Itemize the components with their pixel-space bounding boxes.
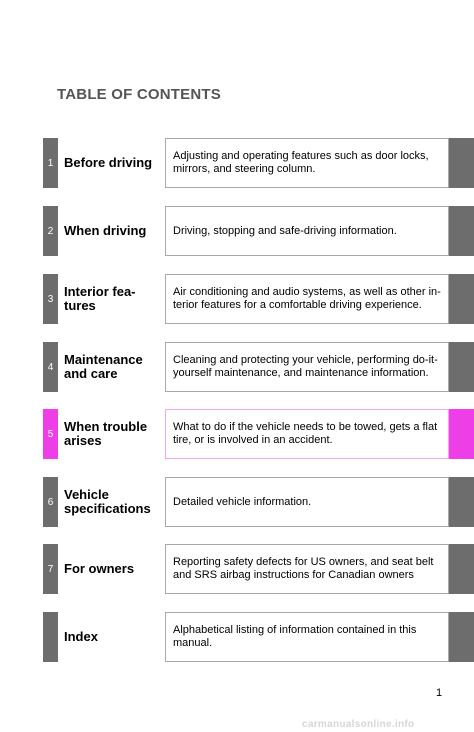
chapter-description-box [165, 544, 449, 594]
toc-row-before-driving[interactable] [0, 138, 474, 188]
chapter-title-text: When driving [64, 223, 147, 238]
toc-row-when-trouble-arises[interactable] [0, 409, 474, 459]
chapter-title-text: Maintenance and care [64, 352, 143, 381]
chapter-tab[interactable] [43, 544, 58, 594]
toc-row-vehicle-specifications[interactable] [0, 477, 474, 527]
edge-tab[interactable] [449, 274, 474, 324]
chapter-title[interactable] [64, 206, 160, 256]
toc-row-index[interactable] [0, 612, 474, 662]
edge-tab[interactable] [449, 409, 474, 459]
chapter-description: Driving, stopping and safe-driving information. [173, 224, 397, 237]
chapter-number: 5 [47, 428, 54, 440]
chapter-tab[interactable] [43, 342, 58, 392]
chapter-description: What to do if the vehicle needs to be towed, gets a flat tire, or is involved in an accident. [173, 421, 438, 446]
edge-tab[interactable] [449, 138, 474, 188]
chapter-number: 6 [47, 496, 54, 508]
chapter-title-text: For owners [64, 561, 135, 576]
chapter-description: Alphabetical listing of information contained in this manual. [173, 624, 417, 649]
page-title: TABLE OF CONTENTS [57, 86, 221, 103]
chapter-tab[interactable] [43, 206, 58, 256]
chapter-number: 7 [47, 563, 54, 575]
chapter-number: 4 [47, 361, 54, 373]
chapter-description-box [165, 274, 449, 324]
chapter-description-box [165, 409, 449, 459]
chapter-description-box [165, 612, 449, 662]
chapter-number: 2 [47, 225, 54, 237]
chapter-title-text: Vehicle specifications [64, 487, 151, 516]
chapter-number: 3 [47, 293, 54, 305]
chapter-title-text: Interior fea- tures [64, 284, 136, 313]
chapter-tab[interactable] [43, 138, 58, 188]
chapter-title[interactable] [64, 342, 160, 392]
edge-tab[interactable] [449, 342, 474, 392]
chapter-description: Adjusting and operating features such as door locks, mirrors, and steering column. [173, 150, 429, 175]
watermark: carmanualsonline.info [302, 719, 415, 730]
toc-row-for-owners[interactable] [0, 544, 474, 594]
chapter-title[interactable] [64, 409, 160, 459]
edge-tab[interactable] [449, 612, 474, 662]
chapter-title[interactable] [64, 274, 160, 324]
chapter-title[interactable] [64, 477, 160, 527]
chapter-title[interactable] [64, 612, 160, 662]
chapter-description: Reporting safety defects for US owners, and seat belt and SRS airbag instructions for Canadian owners [173, 556, 434, 581]
chapter-title-text: When trouble arises [64, 419, 148, 448]
chapter-description: Detailed vehicle information. [173, 495, 312, 508]
chapter-title[interactable] [64, 138, 160, 188]
chapter-description-box [165, 342, 449, 392]
chapter-title-text: Index [64, 629, 98, 644]
page-number: 1 [436, 687, 443, 699]
edge-tab[interactable] [449, 477, 474, 527]
toc-row-when-driving[interactable] [0, 206, 474, 256]
chapter-tab[interactable] [43, 477, 58, 527]
chapter-tab[interactable] [43, 612, 58, 662]
toc-row-interior-features[interactable] [0, 274, 474, 324]
chapter-number: 1 [47, 157, 54, 169]
chapter-description: Air conditioning and audio systems, as well as other in-terior features for a comfortable driving experience. [173, 286, 441, 311]
edge-tab[interactable] [449, 544, 474, 594]
chapter-description: Cleaning and protecting your vehicle, performing do-it-yourself maintenance, and maintenance information. [173, 354, 438, 379]
edge-tab[interactable] [449, 206, 474, 256]
chapter-description-box [165, 477, 449, 527]
chapter-description-box [165, 206, 449, 256]
toc-row-maintenance[interactable] [0, 342, 474, 392]
chapter-tab[interactable] [43, 274, 58, 324]
chapter-description-box [165, 138, 449, 188]
chapter-tab[interactable] [43, 409, 58, 459]
chapter-title[interactable] [64, 544, 160, 594]
chapter-title-text: Before driving [64, 155, 153, 170]
